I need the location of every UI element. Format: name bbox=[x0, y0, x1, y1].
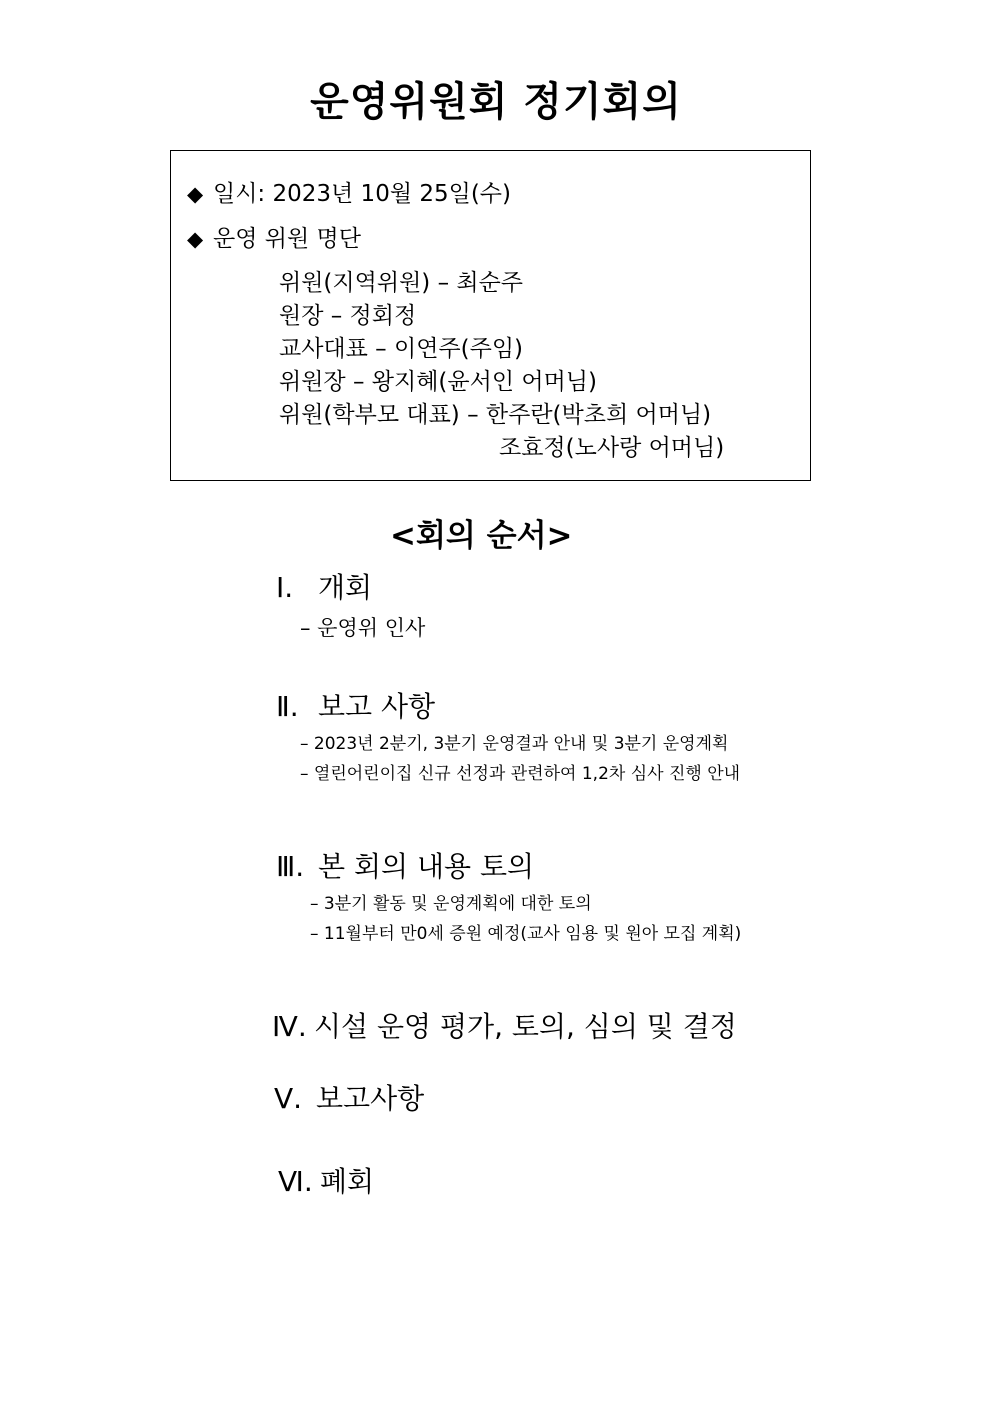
section-title: 폐회 bbox=[320, 1165, 375, 1198]
section-heading-5 bbox=[274, 1077, 424, 1117]
section-heading-3 bbox=[276, 845, 534, 885]
diamond-bullet-icon: ◆ bbox=[187, 182, 204, 206]
members-heading: 운영 위원 명단 bbox=[213, 226, 361, 252]
section-title: 보고 사항 bbox=[318, 690, 436, 723]
date-line bbox=[187, 175, 511, 208]
member-line-continued: 조효정(노사랑 어머님) bbox=[499, 435, 725, 461]
section-number: Ⅴ. bbox=[274, 1082, 303, 1115]
section-title: 본 회의 내용 토의 bbox=[318, 850, 535, 883]
member-line: 위원(지역위원) – 최순주 bbox=[279, 270, 524, 296]
section-item: – 열린어린이집 신규 선정과 관련하여 1,2차 심사 진행 안내 bbox=[300, 764, 741, 784]
document-title: 운영위원회 정기회의 bbox=[310, 79, 682, 125]
section-number: Ⅲ. bbox=[276, 850, 305, 883]
section-title: 보고사항 bbox=[316, 1082, 425, 1115]
member-line: 위원(학부모 대표) – 한주란(박초희 어머님) bbox=[279, 402, 712, 428]
section-heading-1 bbox=[276, 566, 372, 606]
section-number: Ⅵ. bbox=[278, 1165, 313, 1198]
order-heading: <회의 순서> bbox=[390, 518, 573, 554]
section-heading-6 bbox=[278, 1160, 374, 1200]
section-number: Ⅱ. bbox=[276, 690, 299, 723]
section-heading-2 bbox=[276, 685, 435, 725]
members-heading-line bbox=[187, 220, 361, 253]
section-number: Ⅰ. bbox=[276, 571, 294, 604]
section-title: 시설 운영 평가, 토의, 심의 및 결정 bbox=[314, 1010, 737, 1043]
section-item: – 3분기 활동 및 운영계획에 대한 토의 bbox=[310, 894, 592, 914]
section-number: Ⅳ. bbox=[272, 1010, 307, 1043]
section-item: – 11월부터 만0세 증원 예정(교사 임용 및 원아 모집 계획) bbox=[310, 924, 742, 944]
date-text: 일시: 2023년 10월 25일(수) bbox=[213, 181, 512, 207]
meeting-info-box bbox=[170, 150, 811, 481]
section-heading-4 bbox=[272, 1005, 737, 1045]
section-item: – 운영위 인사 bbox=[300, 616, 426, 640]
member-line: 원장 – 정회정 bbox=[279, 303, 417, 329]
member-line: 위원장 – 왕지혜(윤서인 어머님) bbox=[279, 369, 597, 395]
section-title: 개회 bbox=[318, 571, 373, 604]
section-item: – 2023년 2분기, 3분기 운영결과 안내 및 3분기 운영계획 bbox=[300, 734, 729, 754]
diamond-bullet-icon: ◆ bbox=[187, 227, 204, 251]
member-line: 교사대표 – 이연주(주임) bbox=[279, 336, 524, 362]
